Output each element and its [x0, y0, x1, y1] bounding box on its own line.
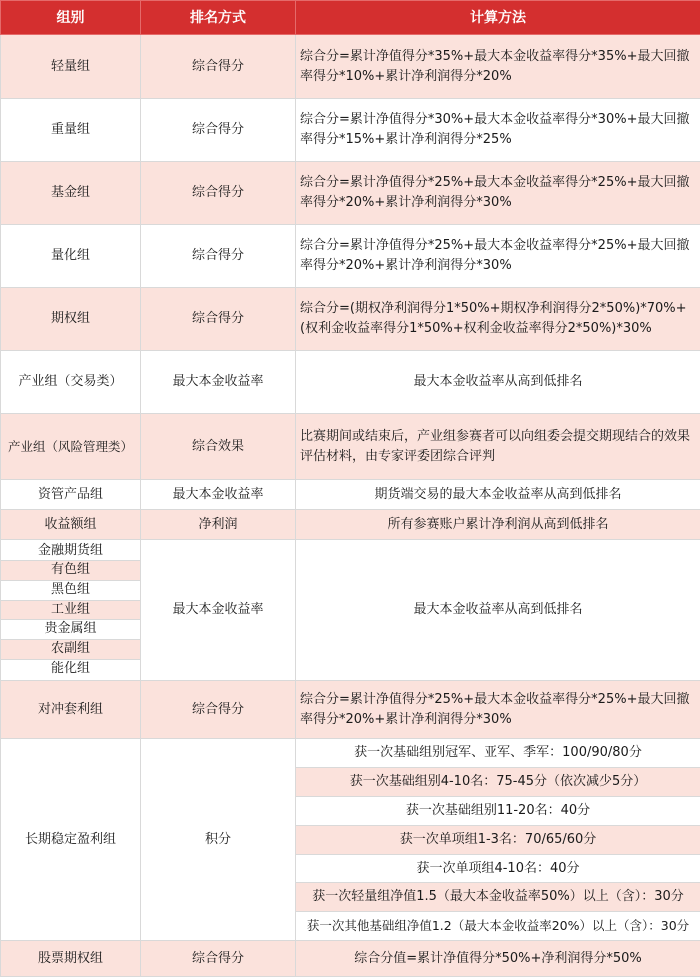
- merged-groups-cell: [1, 540, 141, 681]
- merged-group-item: 黑色组: [1, 581, 140, 601]
- group-cell: 期权组: [1, 288, 141, 351]
- group-cell: 收益额组: [1, 510, 141, 540]
- rank-cell: 综合得分: [141, 225, 296, 288]
- group-cell: 量化组: [1, 225, 141, 288]
- header-group: 组别: [1, 1, 141, 35]
- group-cell: 股票期权组: [1, 941, 141, 977]
- rank-cell: 最大本金收益率: [141, 351, 296, 414]
- group-cell: 长期稳定盈利组: [1, 739, 141, 941]
- merged-group-item: 工业组: [1, 601, 140, 621]
- rank-cell: 综合得分: [141, 99, 296, 162]
- method-cell: 最大本金收益率从高到低排名: [296, 540, 700, 681]
- table-row: [1, 99, 700, 162]
- group-cell: 轻量组: [1, 35, 141, 99]
- method-cell: 综合分=累计净值得分*25%+最大本金收益率得分*25%+最大回撤率得分*20%+累计净利润得分*30%: [296, 681, 700, 739]
- method-cell: 比赛期间或结束后，产业组参赛者可以向组委会提交期现结合的效果评估材料，由专家评委团综合评判: [296, 414, 700, 480]
- rank-cell: 综合效果: [141, 414, 296, 480]
- rank-cell: 综合得分: [141, 35, 296, 99]
- table-row: [1, 510, 700, 540]
- table-row: [1, 225, 700, 288]
- header-rank: 排名方式: [141, 1, 296, 35]
- rank-cell: 最大本金收益率: [141, 480, 296, 510]
- merged-group-item: 能化组: [50, 660, 90, 676]
- group-cell: 资管产品组: [1, 480, 141, 510]
- table-row: [1, 351, 700, 414]
- rank-cell: 综合得分: [141, 941, 296, 977]
- merged-group-item: 贵金属组: [1, 620, 140, 640]
- rank-cell: 积分: [141, 739, 296, 941]
- longterm-item: 获一次单项组4-10名：40分: [296, 855, 700, 884]
- method-cell: 期货端交易的最大本金收益率从高到低排名: [296, 480, 700, 510]
- rank-cell: 净利润: [141, 510, 296, 540]
- rank-cell: 最大本金收益率: [141, 540, 296, 681]
- table-row: [1, 162, 700, 225]
- header-method: 计算方法: [296, 1, 700, 35]
- table-row-longterm: [1, 739, 700, 941]
- longterm-items-cell: [296, 739, 700, 941]
- group-cell: 重量组: [1, 99, 141, 162]
- merged-group-item: 有色组: [1, 561, 140, 581]
- table-row: [1, 35, 700, 99]
- table-row: [1, 480, 700, 510]
- merged-group-item: 金融期货组: [1, 542, 140, 562]
- method-cell: 综合分=累计净值得分*35%+最大本金收益率得分*35%+最大回撤率得分*10%+累计净利润得分*20%: [296, 35, 700, 99]
- group-cell: 基金组: [1, 162, 141, 225]
- rank-cell: 综合得分: [141, 288, 296, 351]
- table-row: [1, 414, 700, 480]
- longterm-item: 获一次其他基础组净值1.2（最大本金收益率20%）以上（含）：30分: [306, 918, 690, 934]
- method-cell: 综合分=累计净值得分*25%+最大本金收益率得分*25%+最大回撤率得分*20%+累计净利润得分*30%: [296, 225, 700, 288]
- longterm-item: 获一次基础组别11-20名：40分: [296, 797, 700, 826]
- table-header: [1, 1, 700, 35]
- group-cell: 产业组（交易类）: [1, 351, 141, 414]
- method-cell: 综合分值=累计净值得分*50%+净利润得分*50%: [296, 941, 700, 977]
- longterm-item: 获一次单项组1-3名：70/65/60分: [296, 826, 700, 855]
- table-row: [1, 941, 700, 977]
- method-cell: 综合分=累计净值得分*30%+最大本金收益率得分*30%+最大回撤率得分*15%+累计净利润得分*25%: [296, 99, 700, 162]
- rank-cell: 综合得分: [141, 681, 296, 739]
- table-row: [1, 288, 700, 351]
- table-row-merged: [1, 540, 700, 681]
- method-cell: 综合分=累计净值得分*25%+最大本金收益率得分*25%+最大回撤率得分*20%+累计净利润得分*30%: [296, 162, 700, 225]
- longterm-item: 获一次轻量组净值1.5（最大本金收益率50%）以上（含）：30分: [296, 883, 700, 912]
- rank-cell: 综合得分: [141, 162, 296, 225]
- longterm-item: 获一次基础组别4-10名：75-45分（依次减少5分）: [296, 768, 700, 797]
- table-row: [1, 681, 700, 739]
- longterm-item: 获一次基础组别冠军、亚军、季军：100/90/80分: [296, 739, 700, 768]
- merged-group-item: 农副组: [1, 640, 140, 660]
- method-cell: 最大本金收益率从高到低排名: [296, 351, 700, 414]
- method-cell: 所有参赛账户累计净利润从高到低排名: [296, 510, 700, 540]
- group-cell: 对冲套利组: [1, 681, 141, 739]
- method-cell: 综合分=(期权净利润得分1*50%+期权净利润得分2*50%)*70%+(权利金收益率得分1*50%+权利金收益率得分2*50%)*30%: [296, 288, 700, 351]
- group-cell: 产业组（风险管理类）: [1, 414, 141, 480]
